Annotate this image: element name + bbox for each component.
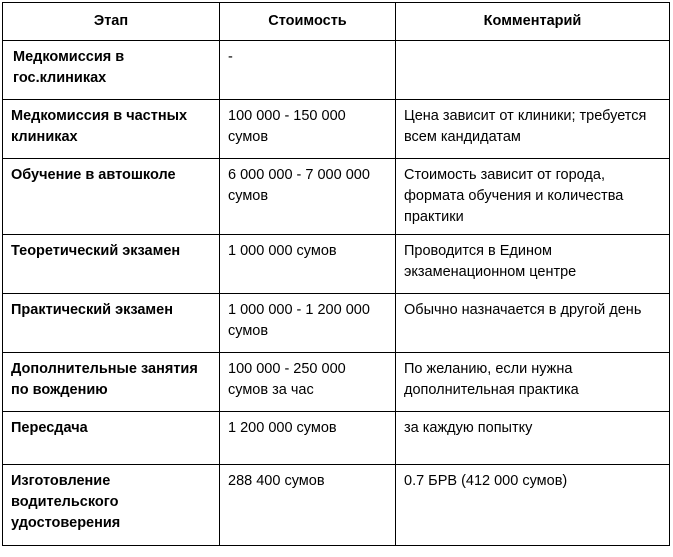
table-row (3, 353, 670, 412)
stage-cell: Дополнительные занятия по вождению (3, 353, 220, 412)
header-comment: Комментарий (396, 3, 670, 41)
table-row (3, 465, 670, 546)
header-stage: Этап (3, 3, 220, 41)
comment-cell: Проводится в Едином экзаменационном центре (396, 235, 670, 294)
stage-cell: Обучение в автошколе (3, 159, 220, 235)
table-row (3, 100, 670, 159)
cost-cell: 100 000 - 150 000 сумов (220, 100, 396, 159)
cost-cell: 1 000 000 сумов (220, 235, 396, 294)
table-header-row (3, 3, 670, 41)
stage-cell: Медкомиссия в частных клиниках (3, 100, 220, 159)
cost-cell: 6 000 000 - 7 000 000 сумов (220, 159, 396, 235)
stage-cell: Практический экзамен (3, 294, 220, 353)
stage-cell: Изготовление водительского удостоверения (3, 465, 220, 546)
stage-cell: Пересдача (3, 412, 220, 465)
comment-cell: Стоимость зависит от города, формата обучения и количества практики (396, 159, 670, 235)
comment-cell: По желанию, если нужна дополнительная практика (396, 353, 670, 412)
cost-cell: - (220, 41, 396, 100)
table-row (3, 235, 670, 294)
comment-cell: за каждую попытку (396, 412, 670, 465)
cost-cell: 1 200 000 сумов (220, 412, 396, 465)
table-row (3, 41, 670, 100)
cost-cell: 100 000 - 250 000 сумов за час (220, 353, 396, 412)
cost-table (2, 2, 670, 546)
comment-cell (396, 41, 670, 100)
table-row (3, 412, 670, 465)
table-row (3, 159, 670, 235)
cost-cell: 288 400 сумов (220, 465, 396, 546)
table-row (3, 294, 670, 353)
stage-cell: Теоретический экзамен (3, 235, 220, 294)
comment-cell: 0.7 БРВ (412 000 сумов) (396, 465, 670, 546)
stage-cell: Медкомиссия в гос.клиниках (3, 41, 220, 100)
comment-cell: Цена зависит от клиники; требуется всем кандидатам (396, 100, 670, 159)
cost-cell: 1 000 000 - 1 200 000 сумов (220, 294, 396, 353)
comment-cell: Обычно назначается в другой день (396, 294, 670, 353)
header-cost: Стоимость (220, 3, 396, 41)
